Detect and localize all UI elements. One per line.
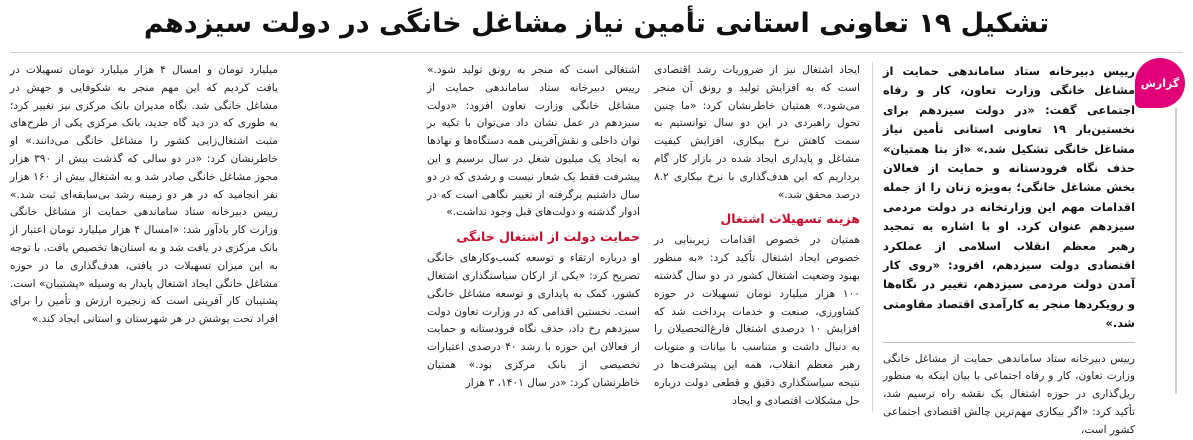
column-4 bbox=[10, 62, 278, 414]
lead-paragraph: رییس دبیرخانه ستاد ساماندهی حمایت از مشاغل خانگی وزارت تعاون، کار و رفاه اجتماعی گفت: «در دولت سیزدهم برای نخستین‌بار ۱۹ تعاونی استانی تأمین نیاز مشاغل خانگی تشکیل شد.» «از بتا همتیان» حذف نگاه فرودستانه و حمایت از فعالان بخش مشاغل خانگی؛ به‌ویژه زنان را از جمله اقدامات مهم این وزارتخانه در دولت مردمی سیزدهم عنوان کرد. او با اشاره به تمجید رهبر معظم انقلاب اسلامی از عملکرد اقتصادی دولت سیزدهم، افزود: «روی کار آمدن دولت مردمی سیزدهم، تغییر در نگاه‌ها و رویکردها منجر به کارآمدی اقتصاد مقاومتی شد.» bbox=[883, 64, 1135, 331]
column-3-paragraph-1: اشتغالی است که منجر به رونق تولید شود.» رییس دبیرخانه ستاد ساماندهی حمایت از مشاغل خانگی وزارت تعاون افزود: «دولت سیزدهم در عمل نشان داد می‌توان با تکیه بر توان داخلی و نقش‌آفرینی همه دستگاه‌ها و نهادها به ایجاد یک میلیون شغل در سال برسیم و این پیشرفت فقط یک شعار نیست و رشدی که در دو سال داشتیم برگرفته از تغییر نگاهی است که در ادوار گذشته و دولت‌های قبل وجود نداشت.» bbox=[427, 64, 640, 219]
lead-separator bbox=[883, 342, 1135, 343]
column-2-subheading: هزینه تسهیلات اشتغال bbox=[720, 211, 860, 227]
headline-rule bbox=[10, 52, 1183, 53]
column-2-paragraph-1: ایجاد اشتغال نیز از ضروریات رشد اقتصادی است که به افزایش تولید و رونق آن منجر می‌شود.» همتیان خاطرنشان کرد: «ما چنین تحول راهبردی در این دو سال توانستیم به سمت کاهش نرخ بیکاری، افزایش کیفیت مشاغل و پایداری ایجاد شده در بازار کار گام برداریم که این هدف‌گذاری با نرخ بیکاری ۸.۲ درصد محقق شد.» bbox=[654, 64, 860, 201]
column-3-paragraph-2: او درباره ارتقاء و توسعه کسب‌وکارهای خانگی تصریح کرد: «یکی از ارکان سیاستگذاری اشتغال کشور، کمک به پایداری و توسعه مشاغل خانگی است. نخستین اقدامی که در وزارت تعاون دولت سیزدهم رخ داد، حذف نگاه فرودستانه و حمایت از فعالان این حوزه با رشد ۴۰ درصدی اعتبارات تخصیصی از بانک مرکزی بود.» همتیان خاطرنشان کرد: «در سال ۱۴۰۱، ۳ هزار bbox=[427, 252, 640, 389]
column-3-subheading: حمایت دولت از اشتغال خانگی bbox=[456, 229, 640, 245]
badge-line bbox=[1175, 108, 1177, 394]
column-2-paragraph-2: همتیان در خصوص اقدامات زیربنایی در خصوص ایجاد اشتغال تأکید کرد: «به منظور بهبود وضعیت اشتغال کشور در دو سال گذشته ۱۰۰ هزار میلیارد تومان تسهیلات در حوزه کشاورزی، صنعت و خدمات پرداخت شد که افزایش ۱۰ درصدی اشتغال فارغ‌التحصیلان را به دنبال داشت و متناسب با بیانات و منویات رهبر معظم انقلاب، همه این پیشرفت‌ها در نتیجه سیاستگذاری دقیق و قطعی دولت درباره حل مشکلات اقتصادی و ایجاد bbox=[654, 234, 860, 407]
headline: تشکیل ۱۹ تعاونی استانی تأمین نیاز مشاغل خانگی در دولت سیزدهم bbox=[143, 8, 1050, 39]
column-3 bbox=[427, 62, 640, 414]
column-divider bbox=[872, 62, 873, 412]
lead-column bbox=[883, 62, 1135, 436]
lead-body-paragraph: رییس دبیرخانه ستاد ساماندهی حمایت از مشاغل خانگی وزارت تعاون، کار و رفاه اجتماعی با بیان اینکه به منظور ریل‌گذاری در حوزه اشتغال یک نقشه راه ترسیم شد، تأکید کرد: «اگر بیکاری مهم‌ترین چالش اقتصادی اجتماعی کشور است، bbox=[883, 352, 1135, 436]
report-badge: گزارش bbox=[1135, 58, 1185, 108]
column-2 bbox=[654, 62, 860, 414]
column-4-paragraph-1: میلیارد تومان و امسال ۴ هزار میلیارد تومان تسهیلات در یافت کردیم که این مهم منجر به شکوفایی و جهش در مشاغل خانگی شد. نگاه مدیران بانک مرکزی نیز تغییر کرد؛ به طوری که در دید گاه جدید، بانک مرکزی یکی از طرح‌های مثبت اشتغال‌زایی کشور را مشاغل خانگی می‌دانند.» او خاطرنشان کرد: «در دو سالی که گذشت بیش از ۳۹۰ هزار مجوز مشاغل خانگی صادر شد و به اشتغال بیش از ۱۶۰ هزار نفر انجامید که در هر دو زمینه رشد بی‌سابقه‌ای ثبت شد.» رییس دبیرخانه ستاد ساماندهی حمایت از مشاغل خانگی وزارت کار یادآور شد: «امسال ۴ هزار میلیارد تومان اعتبار از بانک مرکزی در یافت شد و به استان‌ها تخصیص یافت. با توجه به این میزان تسهیلات در یافتی، هدف‌گذاری ما در حوزه مشاغل خانگی ایجاد اشتغال پایدار به وسیله «پشتیبان» است. پشتیبان کار آفرینی است که زنجیره ارزش و تأمین را برای افراد تحت پوشش در هر شهرستان و استانی ایجاد کند.» bbox=[10, 64, 278, 326]
